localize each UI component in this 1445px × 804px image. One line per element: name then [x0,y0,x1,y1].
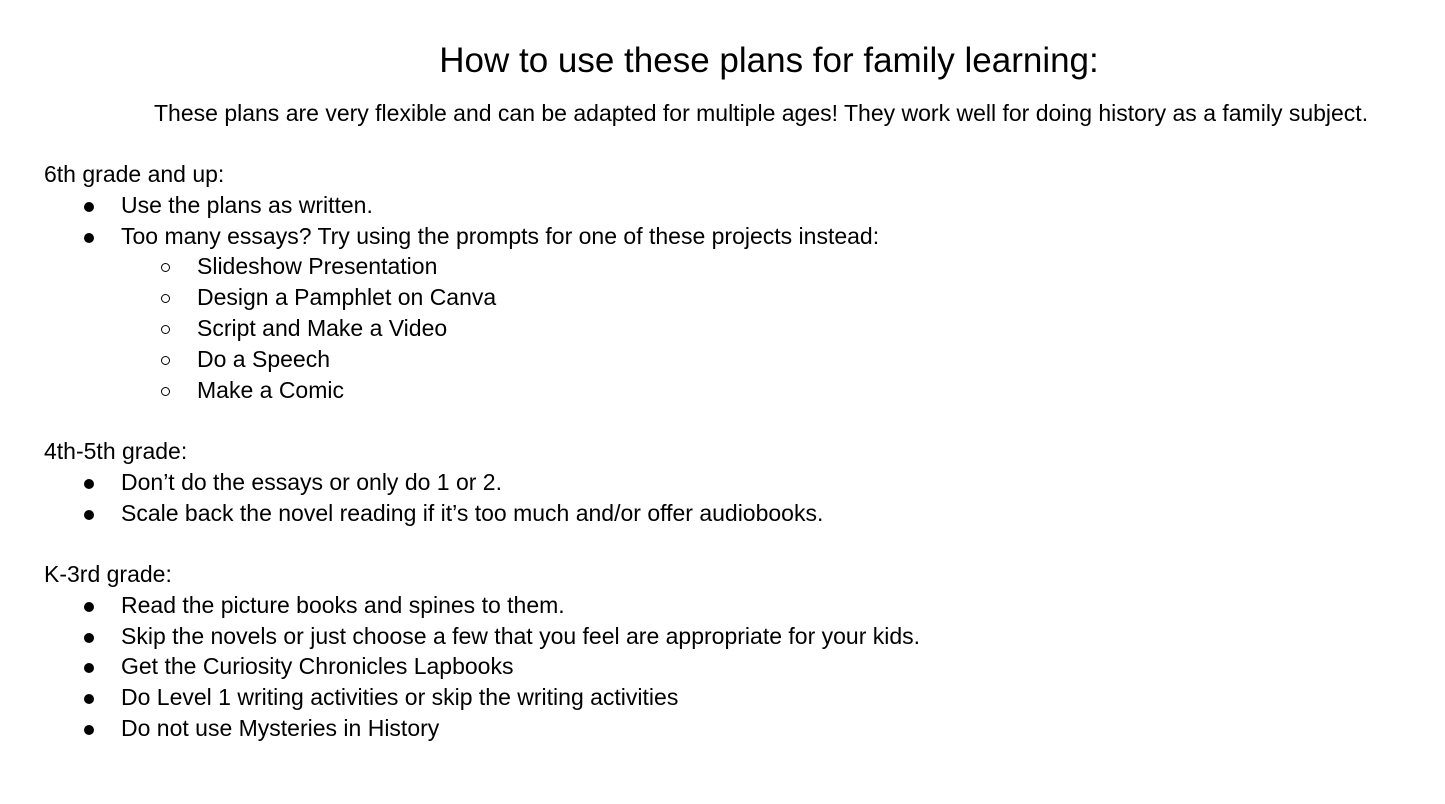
sub-list-item [44,375,879,406]
list-item-text: Use the plans as written. [121,191,373,218]
hollow-circle-bullet-icon [161,294,170,303]
section-heading: 6th grade and up: [44,161,225,187]
sub-list-item [44,313,879,344]
list-item-text: Too many essays? Try using the prompts for one of these projects instead: [121,222,880,249]
filled-circle-bullet-icon [84,479,94,489]
sub-list-item-text: Make a Comic [197,376,344,403]
hollow-circle-bullet-icon [161,356,170,365]
list-item-text: Read the picture books and spines to them. [121,591,565,618]
section-heading: 4th-5th grade: [44,438,188,464]
section-heading: K-3rd grade: [44,561,172,587]
list-item-text: Do Level 1 writing activities or skip the writing activities [121,684,679,711]
list-item [44,621,920,652]
sub-bullet-list [44,251,879,405]
list-item-text: Scale back the novel reading if it’s too much and/or offer audiobooks. [121,499,824,526]
sub-list-item-text: Script and Make a Video [197,314,448,341]
filled-circle-bullet-icon [84,725,94,735]
filled-circle-bullet-icon [84,233,94,243]
filled-circle-bullet-icon [84,202,94,212]
list-item [44,651,920,682]
list-item-text: Do not use Mysteries in History [121,714,440,741]
list-item [44,498,823,529]
sub-list-item-text: Do a Speech [197,345,330,372]
list-item [44,221,879,252]
section-6th-grade-and-up [44,159,879,405]
list-item [44,190,879,221]
bullet-list [44,190,879,252]
sub-list-item-text: Slideshow Presentation [197,253,438,280]
list-item [44,713,920,744]
bullet-list [44,590,920,744]
hollow-circle-bullet-icon [161,325,170,334]
filled-circle-bullet-icon [84,510,94,520]
section-k-3rd-grade [44,559,920,744]
section-4th-5th-grade [44,436,823,528]
list-item-text: Get the Curiosity Chronicles Lapbooks [121,653,514,680]
list-item-text: Skip the novels or just choose a few that you feel are appropriate for your kids. [121,622,921,649]
hollow-circle-bullet-icon [161,263,170,272]
filled-circle-bullet-icon [84,602,94,612]
bullet-list [44,467,823,529]
hollow-circle-bullet-icon [161,387,170,396]
sub-list-item [44,344,879,375]
list-item [44,682,920,713]
page-subtitle: These plans are very flexible and can be adapted for multiple ages! They work well for doing history as a family subject. [154,100,1369,126]
list-item [44,467,823,498]
sub-list-item-text: Design a Pamphlet on Canva [197,284,497,311]
list-item [44,590,920,621]
filled-circle-bullet-icon [84,694,94,704]
filled-circle-bullet-icon [84,663,94,673]
sub-list-item [44,251,879,282]
page-title: How to use these plans for family learning: [439,41,1099,80]
list-item-text: Don’t do the essays or only do 1 or 2. [121,468,502,495]
sub-list-item [44,282,879,313]
filled-circle-bullet-icon [84,633,94,643]
